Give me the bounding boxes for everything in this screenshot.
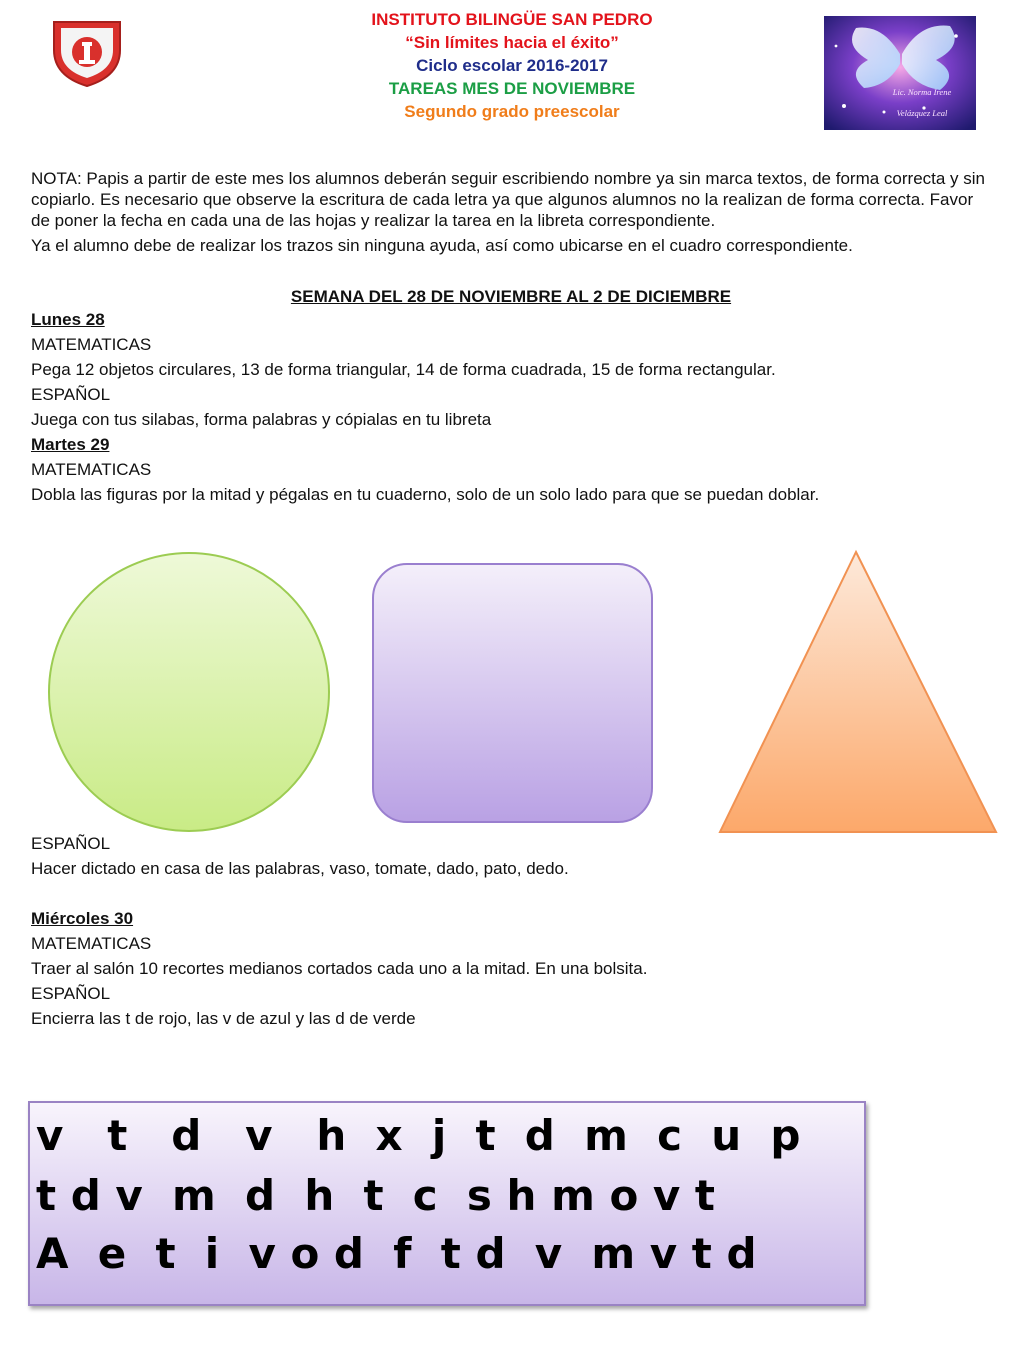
day-monday: Lunes 28 xyxy=(31,310,105,329)
tuesday-spanish-label: ESPAÑOL xyxy=(31,834,111,853)
letter-row-3: A e t i v o d f t d v m v t d xyxy=(36,1229,757,1278)
monday-math-label: MATEMATICAS xyxy=(31,335,152,354)
note-paragraph-2: Ya el alumno debe de realizar los trazos sin ninguna ayuda, así como ubicarse en el cuadro correspondiente. xyxy=(31,236,853,255)
letter-row-2: t d v m d h t c s h m o v t xyxy=(36,1171,716,1220)
tuesday-math-label: MATEMATICAS xyxy=(31,460,152,479)
monday-math-task: Pega 12 objetos circulares, 13 de forma triangular, 14 de forma cuadrada, 15 de forma rectangular. xyxy=(31,360,776,379)
monday-spanish-label: ESPAÑOL xyxy=(31,385,111,404)
tasks-title: TAREAS MES DE NOVIEMBRE xyxy=(388,79,636,98)
school-cycle: Ciclo escolar 2016-2017 xyxy=(416,56,608,75)
shapes-figure xyxy=(0,540,1024,850)
tuesday-spanish-task: Hacer dictado en casa de las palabras, vaso, tomate, dado, pato, dedo. xyxy=(31,859,569,878)
letter-row-1: v t d v h x j t d m c u p xyxy=(36,1111,801,1160)
school-name: INSTITUTO BILINGÜE SAN PEDRO xyxy=(371,10,653,29)
tuesday-math-task: Dobla las figuras por la mitad y pégalas en tu cuaderno, solo de un solo lado para que se puedan doblar. xyxy=(31,485,820,504)
day-wednesday: Miércoles 30 xyxy=(31,909,134,928)
day-tuesday: Martes 29 xyxy=(31,435,110,454)
note-paragraph-1: NOTA: Papis a partir de este mes los alumnos deberán seguir escribiendo nombre ya sin marca textos, de forma correcta y sin copiarlo. Es necesario que observe la escritura de cada letra ya que algunos alumnos no la realizan de forma correcta. Favor de poner la fecha en cada una de las hojas y realizar la tarea en la libreta correspondiente. xyxy=(31,169,986,230)
butterfly-image xyxy=(824,16,976,130)
school-crest-icon xyxy=(48,16,126,88)
circle-shape xyxy=(49,553,329,831)
spacer xyxy=(31,881,991,906)
letter-grid xyxy=(28,1101,866,1306)
triangle-shape xyxy=(720,552,996,832)
grade-title: Segundo grado preescolar xyxy=(404,102,620,121)
wednesday-math-label: MATEMATICAS xyxy=(31,934,152,953)
parent-note xyxy=(31,168,991,256)
wednesday-spanish-task: Encierra las t de rojo, las v de azul y las d de verde xyxy=(31,1009,416,1028)
school-motto: “Sin límites hacia el éxito” xyxy=(405,33,619,52)
square-shape xyxy=(373,564,652,822)
monday-spanish-task: Juega con tus silabas, forma palabras y cópialas en tu libreta xyxy=(31,410,492,429)
week-title: SEMANA DEL 28 DE NOVIEMBRE AL 2 DE DICIEMBRE xyxy=(290,287,732,306)
banner-name-line1: Lic. Norma Irene xyxy=(892,87,952,97)
banner-name-line2: Velázquez Leal xyxy=(896,108,948,118)
wednesday-spanish-label: ESPAÑOL xyxy=(31,984,111,1003)
wednesday-math-task: Traer al salón 10 recortes medianos cortados cada uno a la mitad. En una bolsita. xyxy=(31,959,648,978)
